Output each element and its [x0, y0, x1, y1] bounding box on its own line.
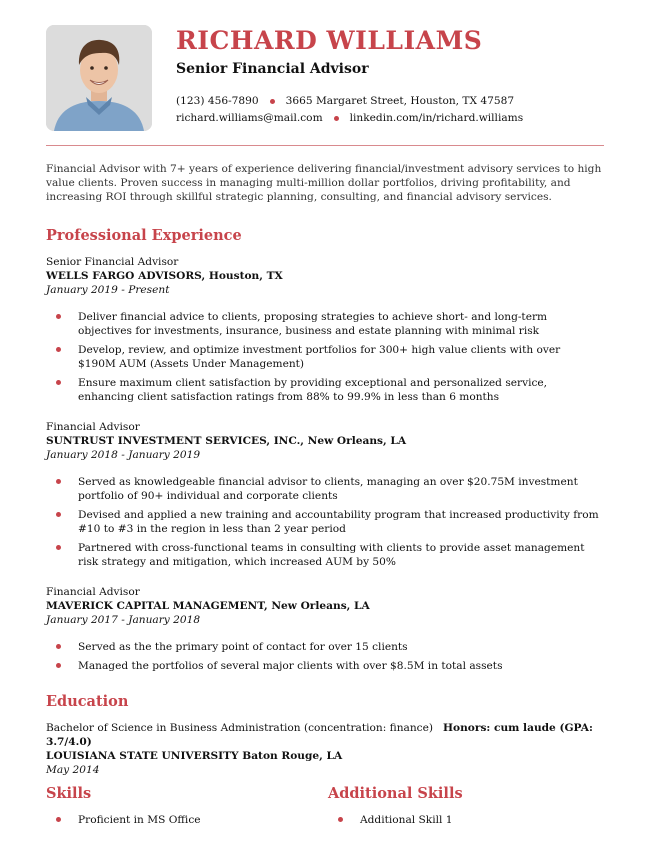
bullet-icon	[56, 545, 61, 550]
list-item	[328, 813, 588, 827]
phone-number: (123) 456-7890	[176, 95, 259, 107]
education-degree-line	[46, 721, 606, 749]
bullet-icon	[56, 644, 61, 649]
skill-text: Proficient in MS Office	[78, 814, 201, 826]
bullet-icon	[338, 817, 343, 822]
professional-summary: Financial Advisor with 7+ years of experience delivering financial/investment advisory services to high value clients. Proven success in managing multi-million dollar portfolios, driving profitability, and increasing ROI through skillful strategic planning, consulting, and financial advisory services.	[46, 163, 602, 203]
job-bullets	[46, 475, 606, 569]
bullet-text: Devised and applied a new training and accountability program that increased productivity from #10 to #3 in the region in less than 2 year period	[78, 509, 599, 535]
bullet-icon	[56, 479, 61, 484]
job-dates: January 2017 - January 2018	[46, 614, 201, 626]
address: 3665 Margaret Street, Houston, TX 47587	[285, 95, 515, 107]
list-item	[46, 310, 600, 338]
list-item	[46, 813, 306, 827]
contact-row-2	[176, 112, 523, 124]
bullet-text: Ensure maximum client satisfaction by providing exceptional and personalized service, enhancing client satisfaction ratings from 88% to 99.9% in less than 6 months	[78, 377, 548, 403]
job-company: MAVERICK CAPITAL MANAGEMENT, New Orleans, LA	[46, 600, 370, 612]
list-item	[46, 541, 600, 569]
job-entry-3	[46, 585, 606, 678]
linkedin-link[interactable]: linkedin.com/in/richard.williams	[349, 112, 524, 124]
bullet-icon	[56, 663, 61, 668]
job-role: Financial Advisor	[46, 586, 140, 598]
bullet-text: Deliver financial advice to clients, proposing strategies to achieve short- and long-term objectives for investments, insurance, business and estate planning with minimal risk	[78, 311, 548, 337]
honors: Honors: cum laude (GPA: 3.7/4.0)	[46, 722, 593, 748]
job-bullets	[46, 310, 606, 404]
graduation-date: May 2014	[46, 764, 100, 776]
bullet-icon	[56, 347, 61, 352]
candidate-name: RICHARD WILLIAMS	[176, 26, 483, 55]
skills-list	[46, 813, 306, 827]
job-bullets	[46, 640, 606, 673]
bullet-icon	[56, 817, 61, 822]
separator-dot-icon	[270, 99, 275, 104]
job-title: Senior Financial Advisor	[176, 61, 369, 77]
experience-heading: Professional Experience	[46, 227, 242, 244]
additional-skills-heading: Additional Skills	[328, 785, 463, 802]
skills-heading: Skills	[46, 785, 92, 802]
bullet-text: Served as knowledgeable financial advisor to clients, managing an over $20.75M investment portfolio of 90+ individual and corporate clients	[78, 476, 578, 502]
additional-skills-list	[328, 813, 588, 827]
degree: Bachelor of Science in Business Administration (concentration: finance)	[46, 722, 434, 734]
separator-dot-icon	[334, 116, 339, 121]
education-heading: Education	[46, 693, 129, 710]
bullet-icon	[56, 380, 61, 385]
bullet-text: Managed the portfolios of several major clients with over $8.5M in total assets	[78, 660, 503, 672]
contact-row-1	[176, 95, 514, 107]
profile-photo	[46, 25, 152, 131]
bullet-text: Served as the the primary point of contact for over 15 clients	[78, 641, 408, 653]
email-link[interactable]: richard.williams@mail.com	[176, 112, 323, 124]
job-dates: January 2018 - January 2019	[46, 449, 201, 461]
job-company: WELLS FARGO ADVISORS, Houston, TX	[46, 270, 283, 282]
avatar-illustration	[46, 25, 152, 131]
header-divider	[46, 145, 604, 146]
job-entry-1	[46, 255, 606, 409]
school: LOUISIANA STATE UNIVERSITY Baton Rouge, LA	[46, 750, 343, 762]
list-item	[46, 475, 600, 503]
bullet-icon	[56, 512, 61, 517]
list-item	[46, 659, 600, 673]
skill-text: Additional Skill 1	[360, 814, 453, 826]
list-item	[46, 508, 600, 536]
list-item	[46, 376, 600, 404]
bullet-icon	[56, 314, 61, 319]
education-entry	[46, 721, 606, 777]
list-item	[46, 343, 600, 371]
job-entry-2	[46, 420, 606, 574]
job-role: Financial Advisor	[46, 421, 140, 433]
list-item	[46, 640, 600, 654]
job-role: Senior Financial Advisor	[46, 256, 179, 268]
bullet-text: Partnered with cross-functional teams in consulting with clients to provide asset management risk strategy and mitigation, which increased AUM by 50%	[78, 542, 585, 568]
job-dates: January 2019 - Present	[46, 284, 170, 296]
bullet-text: Develop, review, and optimize investment portfolios for 300+ high value clients with over $190M AUM (Assets Under Management)	[78, 344, 561, 370]
job-company: SUNTRUST INVESTMENT SERVICES, INC., New Orleans, LA	[46, 435, 407, 447]
